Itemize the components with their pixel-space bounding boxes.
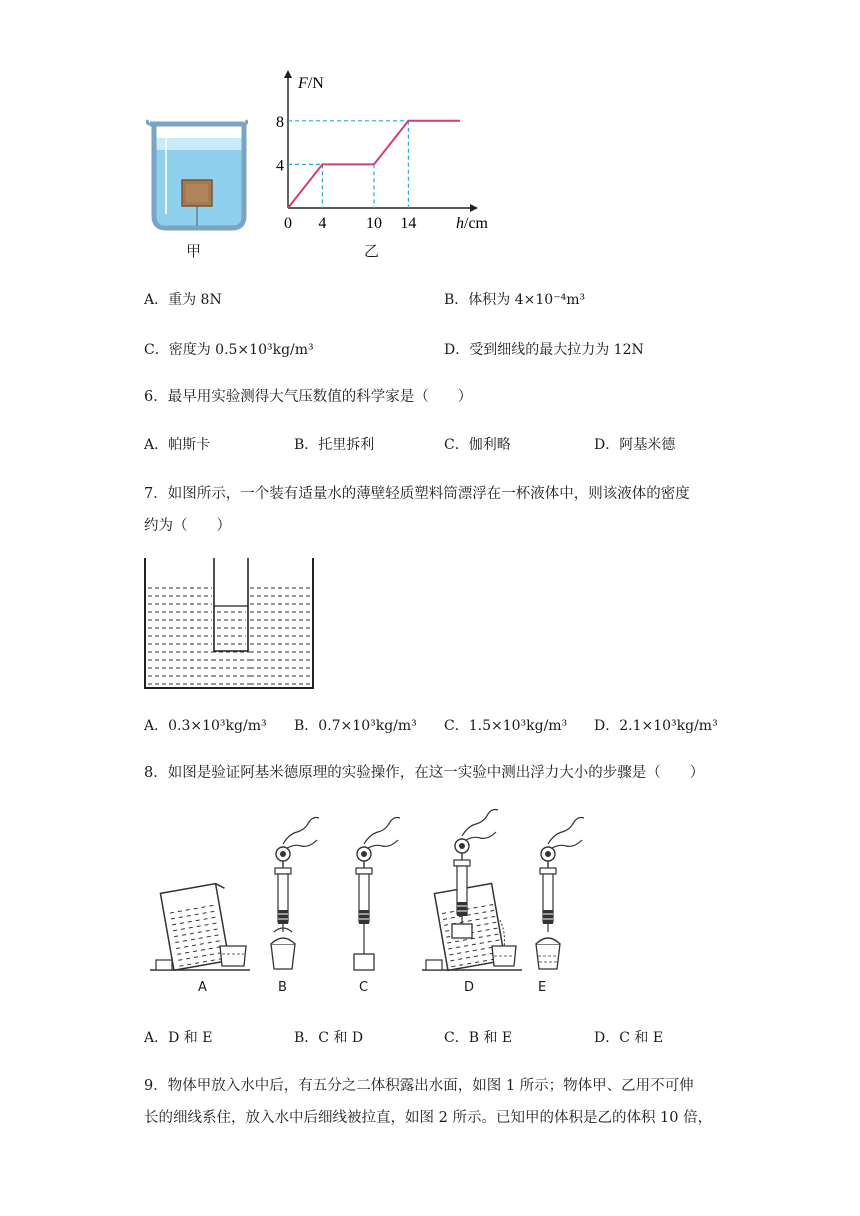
q7-option-b[interactable]: B．0.7×10³kg/m³ <box>294 718 417 734</box>
x-tick-label: 0 <box>284 215 292 232</box>
x-tick-label: 14 <box>400 215 417 232</box>
y-tick-label: 4 <box>276 157 284 175</box>
x-tick-label: 10 <box>366 215 382 232</box>
q9-line1: 9．物体甲放入水中后，有五分之二体积露出水面，如图 1 所示；物体甲、乙用不可伸 <box>144 1078 694 1094</box>
q7-stem-line2: 约为（ ） <box>144 518 231 534</box>
q6-option-c[interactable]: C．伽利略 <box>444 437 511 453</box>
y-tick-label: 8 <box>276 113 284 131</box>
archimedes-experiment-figure <box>150 804 590 1004</box>
q7-option-d[interactable]: D．2.1×10³kg/m³ <box>594 718 718 734</box>
q8-option-a[interactable]: A．D 和 E <box>144 1030 213 1046</box>
x-tick-label: 4 <box>318 215 327 232</box>
fig8-label-d: D <box>464 980 475 995</box>
q6-option-b[interactable]: B．托里拆利 <box>294 437 375 453</box>
q8-option-c[interactable]: C．B 和 E <box>444 1030 513 1046</box>
q9-line2: 长的细线系住，放入水中后细线被拉直，如图 2 所示。已知甲的体积是乙的体积 10 倍， <box>144 1110 713 1126</box>
floating-tube-figure <box>142 558 318 692</box>
q6-option-a[interactable]: A．帕斯卡 <box>144 437 211 453</box>
q6-option-d[interactable]: D．阿基米德 <box>594 437 676 453</box>
q8-stem: 8．如图是验证阿基米德原理的实验操作，在这一实验中测出浮力大小的步骤是（ ） <box>144 765 705 781</box>
beaker-figure <box>140 118 255 233</box>
q6-stem: 6．最早用实验测得大气压数值的科学家是（ ） <box>144 389 473 405</box>
fig8-label-a: A <box>198 980 207 995</box>
fig8-label-e: E <box>538 980 547 995</box>
q5-option-c[interactable]: C．密度为 0.5×10³kg/m³ <box>144 342 314 358</box>
fig8-label-b: B <box>278 980 287 995</box>
force-depth-graph <box>270 68 510 236</box>
q5-option-b[interactable]: B．体积为 4×10⁻⁴m³ <box>444 292 586 308</box>
q8-option-b[interactable]: B．C 和 D <box>294 1030 364 1046</box>
q7-stem-line1: 7．如图所示，一个装有适量水的薄壁轻质塑料筒漂浮在一杯液体中，则该液体的密度 <box>144 486 690 502</box>
q8-option-d[interactable]: D．C 和 E <box>594 1030 664 1046</box>
y-axis-title: F/N <box>298 75 324 92</box>
x-axis-title: h/cm <box>456 215 488 232</box>
graph-label: 乙 <box>364 242 380 260</box>
q7-option-c[interactable]: C．1.5×10³kg/m³ <box>444 718 568 734</box>
beaker-label: 甲 <box>186 242 202 260</box>
q7-option-a[interactable]: A．0.3×10³kg/m³ <box>144 718 267 734</box>
q5-option-d[interactable]: D．受到细线的最大拉力为 12N <box>444 342 644 358</box>
fig8-label-c: C <box>359 980 369 995</box>
q5-option-a[interactable]: A．重为 8N <box>144 292 222 308</box>
